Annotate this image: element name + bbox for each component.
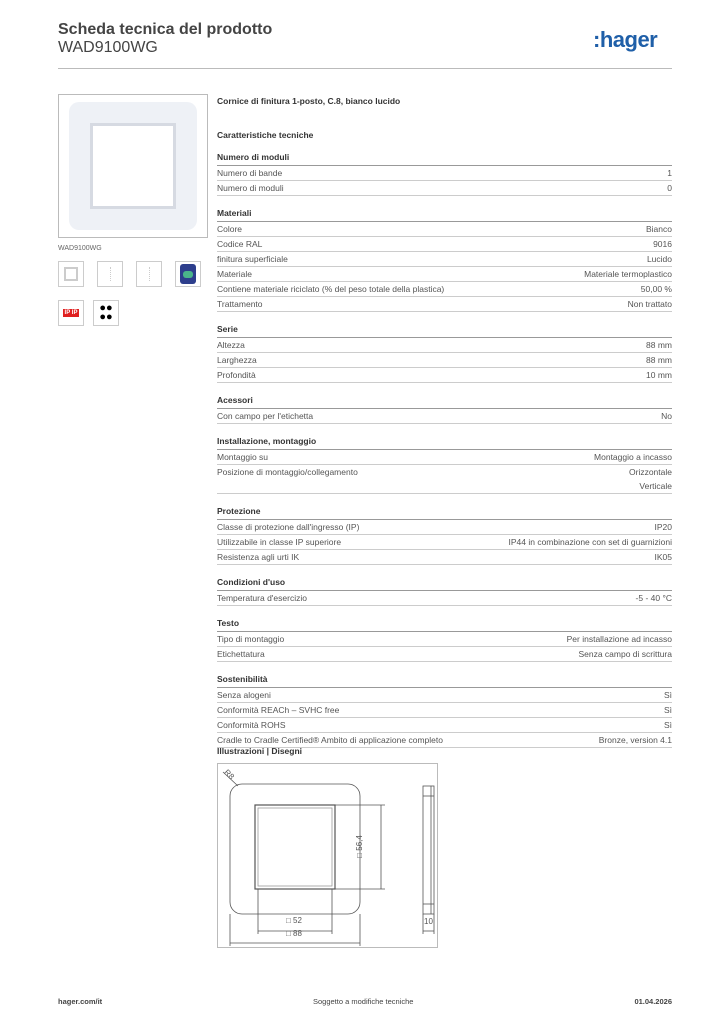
spec-row: [217, 465, 672, 494]
spec-value: IP20: [654, 522, 672, 532]
spec-label: Temperatura d'esercizio: [217, 593, 307, 603]
spec-value: IK05: [654, 552, 672, 562]
section-title: Materiali: [217, 208, 672, 222]
section-title: Acessori: [217, 395, 672, 409]
spec-label: Senza alogeni: [217, 690, 271, 700]
spec-value: Bronze, version 4.1: [598, 735, 672, 745]
spec-value: Bianco: [646, 224, 672, 234]
spec-label: Conformità ROHS: [217, 720, 286, 730]
spec-section: [217, 618, 672, 662]
footer-note: Soggetto a modifiche tecniche: [313, 997, 414, 1006]
outer-width-label: □ 88: [286, 929, 302, 938]
spec-row: [217, 252, 672, 267]
spec-label: Utilizzabile in classe IP superiore: [217, 537, 342, 547]
frame-thumbnail-icon[interactable]: [58, 261, 84, 287]
illustrations-title: Illustrazioni | Disegni: [217, 746, 303, 756]
spec-label: Con campo per l'etichetta: [217, 411, 314, 421]
spec-value: 88 mm: [646, 355, 672, 365]
spec-label: Conformità REACh – SVHC free: [217, 705, 340, 715]
spec-heading: Caratteristiche tecniche: [217, 130, 314, 140]
spec-label: Larghezza: [217, 355, 257, 365]
section-title: Installazione, montaggio: [217, 436, 672, 450]
spec-value: Sì: [663, 720, 672, 730]
cradle-to-cradle-icon[interactable]: [175, 261, 201, 287]
spec-value: Senza campo di scrittura: [578, 649, 672, 659]
spec-row: [217, 166, 672, 181]
spec-label: Etichettatura: [217, 649, 265, 659]
footer-website[interactable]: hager.com/it: [58, 997, 103, 1006]
page-title: Scheda tecnica del prodotto: [58, 21, 273, 38]
spec-row: [217, 591, 672, 606]
spec-value: Sì: [663, 690, 672, 700]
ip-badge-text: IP IP: [64, 310, 78, 316]
water-drops-icon[interactable]: ●● ●●: [93, 300, 119, 326]
spec-row: [217, 703, 672, 718]
spec-row: [217, 450, 672, 465]
spec-value: Lucido: [646, 254, 672, 264]
spec-section: [217, 506, 672, 565]
spec-row: [217, 338, 672, 353]
spec-value: -5 - 40 °C: [635, 593, 672, 603]
spec-label: Altezza: [217, 340, 245, 350]
product-image: [58, 94, 208, 238]
spec-value: Orizzontale Verticale: [629, 467, 672, 491]
spec-row: [217, 353, 672, 368]
spec-section: [217, 395, 672, 424]
spec-value: 50,00 %: [640, 284, 672, 294]
spec-section: [217, 208, 672, 312]
hager-logo: :hager: [593, 27, 658, 52]
inner-width-label: □ 52: [286, 916, 302, 925]
spec-row: [217, 267, 672, 282]
spec-section: [217, 436, 672, 494]
spec-row: [217, 181, 672, 196]
spec-label: Numero di bande: [217, 168, 283, 178]
spec-row: [217, 237, 672, 252]
spec-row: [217, 688, 672, 703]
section-title: Serie: [217, 324, 672, 338]
image-caption: WAD9100WG: [58, 245, 102, 252]
spec-row: [217, 282, 672, 297]
spec-row: [217, 550, 672, 565]
spec-value: Sì: [663, 705, 672, 715]
header-divider: [58, 68, 672, 69]
spec-label: Tipo di montaggio: [217, 634, 285, 644]
spec-section: [217, 577, 672, 606]
spec-value: Per installazione ad incasso: [566, 634, 672, 644]
footer-date: 01.04.2026: [634, 997, 672, 1006]
product-description: Cornice di finitura 1-posto, C.8, bianco lucido: [217, 96, 401, 106]
spec-row: [217, 368, 672, 383]
side-view-icon[interactable]: [97, 261, 123, 287]
dimension-drawing: [217, 763, 438, 948]
spec-section: [217, 152, 672, 196]
section-title: Sostenibilità: [217, 674, 672, 688]
side-view-icon[interactable]: [136, 261, 162, 287]
section-title: Testo: [217, 618, 672, 632]
spec-label: Numero di moduli: [217, 183, 284, 193]
spec-label: Materiale: [217, 269, 252, 279]
section-title: Condizioni d'uso: [217, 577, 672, 591]
spec-label: Profondità: [217, 370, 256, 380]
spec-section: [217, 324, 672, 383]
spec-label: finitura superficiale: [217, 254, 288, 264]
spec-value: 9016: [653, 239, 672, 249]
spec-value: No: [661, 411, 672, 421]
spec-label: Montaggio su: [217, 452, 269, 462]
spec-label: Contiene materiale riciclato (% del peso totale della plastica): [217, 284, 445, 294]
depth-label: 10: [424, 917, 433, 926]
section-title: Numero di moduli: [217, 152, 672, 166]
spec-value: Materiale termoplastico: [584, 269, 672, 279]
spec-row: [217, 632, 672, 647]
spec-row: [217, 409, 672, 424]
spec-row: [217, 535, 672, 550]
spec-value: IP44 in combinazione con set di guarnizioni: [508, 537, 672, 547]
product-gallery: [58, 94, 208, 326]
spec-value: 88 mm: [646, 340, 672, 350]
spec-row: [217, 297, 672, 312]
spec-row: [217, 718, 672, 733]
spec-row: [217, 647, 672, 662]
spec-value: 0: [667, 183, 672, 193]
product-code: WAD9100WG: [58, 39, 158, 56]
spec-label: Codice RAL: [217, 239, 263, 249]
spec-row: [217, 520, 672, 535]
specifications: [217, 96, 672, 748]
spec-label: Cradle to Cradle Certified® Ambito di applicazione completo: [217, 735, 443, 745]
radius-label: R8: [222, 767, 236, 782]
spec-value: Montaggio a incasso: [594, 452, 672, 462]
spec-value: Non trattato: [627, 299, 672, 309]
spec-section: [217, 674, 672, 748]
spec-label: Colore: [217, 224, 243, 234]
spec-label: Classe di protezione dall'ingresso (IP): [217, 522, 360, 532]
spec-row: [217, 222, 672, 237]
spec-label: Resistenza agli urti IK: [217, 552, 300, 562]
spec-value: 1: [667, 168, 672, 178]
spec-label: Trattamento: [217, 299, 263, 309]
section-title: Protezione: [217, 506, 672, 520]
ip-rating-icon[interactable]: [58, 300, 84, 326]
spec-label: Posizione di montaggio/collegamento: [217, 467, 358, 477]
spec-value: 10 mm: [646, 370, 672, 380]
inner-height-label: □ 56,4: [354, 835, 364, 858]
